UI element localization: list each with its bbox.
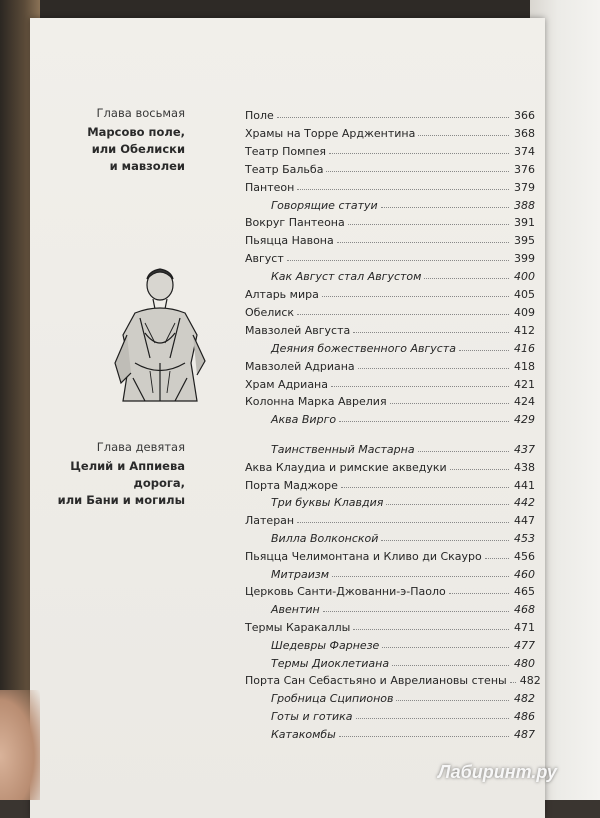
toc-entry-title: Аква Вирго: [271, 413, 337, 427]
toc-entry: [245, 527, 535, 545]
toc-leader-dots: [396, 700, 509, 701]
toc-entry: [245, 194, 535, 212]
toc-leader-dots: [381, 207, 509, 208]
toc-leader-dots: [356, 718, 509, 719]
toc-entry-title: Три буквы Клавдия: [271, 496, 384, 510]
toc-entry: [245, 122, 535, 140]
toc-leader-dots: [337, 242, 509, 243]
toc-entry: [245, 634, 535, 652]
toc-entry-page: 453: [514, 532, 535, 545]
toc-entry-page: 441: [514, 478, 535, 492]
toc-entry-page: 400: [514, 270, 535, 284]
toc-entry-title: Театр Помпея: [245, 144, 326, 158]
toc-entry: [245, 283, 535, 301]
toc-entry-page: 437: [514, 443, 535, 456]
toc-leader-dots: [424, 278, 509, 279]
chapter-9-title-line: Целий и Аппиева дорога,: [70, 459, 185, 490]
toc-entry: [245, 509, 535, 527]
toc-entry: [245, 247, 535, 265]
toc-entry-page: 477: [514, 638, 535, 652]
toc-entry: [245, 158, 535, 176]
toc-entry-page: 376: [514, 162, 535, 176]
toc-entry-title: Говорящие статуи: [271, 198, 378, 212]
toc-entry: [245, 474, 535, 492]
toc-leader-dots: [297, 189, 509, 190]
finger-holding-book: [0, 690, 40, 800]
toc-entry-title: Порта Сан Себастьяно и Аврелиановы стены: [245, 674, 507, 688]
toc-entry: [245, 669, 541, 688]
toc-entry-page: 471: [514, 621, 535, 634]
toc-entry-title: Как Август стал Августом: [271, 270, 422, 284]
chapter-9-heading: [30, 440, 185, 509]
chapter-8-heading: [87, 106, 185, 175]
toc-entry-title: Поле: [245, 109, 274, 122]
toc-entry-page: 416: [514, 341, 535, 355]
toc-entry-title: Готы и готика: [271, 710, 353, 723]
toc-leader-dots: [353, 332, 509, 333]
toc-entry: [245, 545, 535, 563]
chapter-9-label: Глава девятая: [96, 440, 185, 454]
toc-entry-title: Деяния божественного Августа: [271, 341, 456, 355]
chapter-8-title-line: и мавзолеи: [109, 159, 185, 173]
toc-leader-dots: [382, 647, 509, 648]
toc-entry-page: 480: [514, 656, 535, 670]
toc-entry-page: 412: [514, 323, 535, 337]
toc-entry: [245, 265, 535, 283]
toc-entry-page: 482: [514, 692, 535, 706]
toc-leader-dots: [459, 350, 509, 351]
toc-leader-dots: [450, 469, 509, 470]
toc-entry-page: 379: [514, 180, 535, 194]
toc-leader-dots: [353, 629, 509, 630]
toc-entry: [245, 390, 535, 408]
toc-entry: [245, 301, 535, 319]
toc-entry-page: 482: [519, 674, 541, 688]
toc-entry: [245, 319, 535, 337]
toc-entry-page: 418: [514, 359, 535, 373]
chapter-9-title: [30, 458, 185, 509]
toc-entry-title: Шедевры Фарнезе: [271, 638, 380, 652]
toc-entry: [245, 723, 535, 741]
toc-entry: [245, 705, 535, 723]
toc-entry-title: Пьяцца Навона: [245, 234, 334, 248]
toc-entry-page: 438: [514, 460, 535, 474]
toc-entry: [245, 616, 535, 634]
toc-entry-page: 374: [514, 144, 535, 158]
toc-leader-dots: [392, 665, 509, 666]
toc-entry-page: 395: [514, 234, 535, 248]
toc-entry: [245, 229, 535, 247]
toc-entry-page: 421: [514, 377, 535, 391]
chapter-8-title: [87, 124, 185, 175]
toc-leader-dots: [485, 558, 509, 559]
toc-entry-page: 409: [514, 305, 535, 319]
toc-entry: [245, 140, 535, 158]
toc-entry-page: 460: [514, 567, 535, 581]
toc-entry-page: 487: [514, 727, 535, 741]
toc-leader-dots: [449, 593, 509, 594]
toc-entry-title: Мавзолей Адриана: [245, 359, 355, 373]
toc-entry: [245, 176, 535, 194]
toc-leader-dots: [358, 368, 509, 369]
toc-entry: [245, 491, 535, 509]
toc-leader-dots: [332, 576, 509, 577]
toc-entry: [245, 563, 535, 581]
toc-entry-title: Алтарь мира: [245, 288, 319, 301]
toc-entry-page: 447: [514, 514, 535, 528]
toc-entry-page: 368: [514, 126, 535, 140]
toc-leader-dots: [329, 153, 509, 154]
toc-entry-page: 391: [514, 216, 535, 230]
toc-entry-title: Церковь Санти-Джованни-э-Паоло: [245, 585, 446, 599]
toc-entry-page: 468: [514, 603, 535, 617]
book-page: [30, 18, 545, 818]
toc-leader-dots: [297, 522, 509, 523]
toc-entry-title: Обелиск: [245, 305, 295, 319]
toc-entry: [245, 337, 535, 355]
toc-entry-page: 442: [514, 496, 535, 510]
toc-entry: [245, 456, 535, 474]
toc-entry-title: Авентин: [271, 603, 320, 617]
toc-entry-title: Храмы на Торре Арджентина: [245, 126, 416, 140]
toc-entry-title: Латеран: [245, 514, 295, 528]
toc-entry: [245, 580, 535, 598]
toc-entry-title: Храм Адриана: [245, 377, 328, 391]
toc-leader-dots: [381, 540, 509, 541]
toc-entry-title: Термы Диоклетиана: [271, 656, 390, 670]
toc-entry-page: 465: [514, 585, 535, 599]
toc-entry-title: Таинственный Мастарна: [271, 443, 415, 456]
toc-entry: [245, 598, 535, 616]
chapter-8-title-line: или Обелиски: [91, 142, 185, 156]
toc-leader-dots: [326, 171, 509, 172]
toc-entry-title: Аква Клаудиа и римские акведуки: [245, 460, 447, 474]
toc-entry-title: Август: [245, 252, 284, 266]
toc-entry-title: Катакомбы: [271, 727, 336, 741]
toc-entry: [245, 687, 535, 705]
toc-entry-page: 486: [514, 710, 535, 723]
toc-leader-dots: [339, 421, 509, 422]
labirint-watermark: Лабиринт.ру: [438, 762, 557, 782]
toc-entry: [245, 373, 535, 391]
toc-entry-title: Пантеон: [245, 180, 295, 194]
toc-leader-dots: [331, 386, 509, 387]
chapter-8-label: Глава восьмая: [96, 106, 185, 120]
toc-leader-dots: [390, 403, 509, 404]
toc-entry-title: Порта Маджоре: [245, 478, 338, 492]
toc-entry-title: Колонна Марка Аврелия: [245, 395, 387, 409]
toc-entry-page: 366: [514, 109, 535, 122]
toc-entry-title: Митраизм: [271, 567, 330, 581]
toc-leader-dots: [339, 736, 509, 737]
toc-entry: [245, 652, 535, 670]
toc-entry: [245, 104, 535, 122]
toc-leader-dots: [341, 487, 509, 488]
toc-leader-dots: [348, 224, 509, 225]
chapter-8-title-line: Марсово поле,: [87, 125, 185, 139]
toc-entry-page: 399: [514, 252, 535, 266]
toc-leader-dots: [418, 135, 509, 136]
toc-leader-dots: [297, 314, 509, 315]
toc-entry: [245, 438, 535, 456]
toc-entry-title: Вилла Волконской: [271, 532, 379, 545]
toc-entry: [245, 211, 535, 229]
toc-leader-dots: [287, 260, 509, 261]
toc-entry-page: 456: [514, 549, 535, 563]
toc-entry-title: Пьяцца Челимонтана и Кливо ди Скауро: [245, 549, 482, 563]
statue-illustration: [105, 263, 215, 403]
toc-entry-title: Термы Каракаллы: [245, 621, 351, 634]
toc-leader-dots: [386, 504, 509, 505]
toc-leader-dots: [323, 611, 509, 612]
toc-entry-page: 388: [514, 198, 535, 212]
toc-entry: [245, 408, 535, 426]
toc-entry: [245, 355, 535, 373]
toc-entry-title: Вокруг Пантеона: [245, 216, 345, 230]
toc-leader-dots: [418, 451, 509, 452]
toc-entry-title: Гробница Сципионов: [271, 692, 394, 706]
toc-leader-dots: [277, 117, 509, 118]
toc-entry-page: 424: [514, 395, 535, 409]
chapter-9-title-line: или Бани и могилы: [57, 493, 185, 507]
toc-entry-title: Театр Бальба: [245, 162, 324, 176]
toc-entry-title: Мавзолей Августа: [245, 323, 351, 337]
toc-entry-page: 405: [514, 288, 535, 301]
toc-entry-page: 429: [514, 413, 535, 427]
toc-leader-dots: [322, 296, 509, 297]
